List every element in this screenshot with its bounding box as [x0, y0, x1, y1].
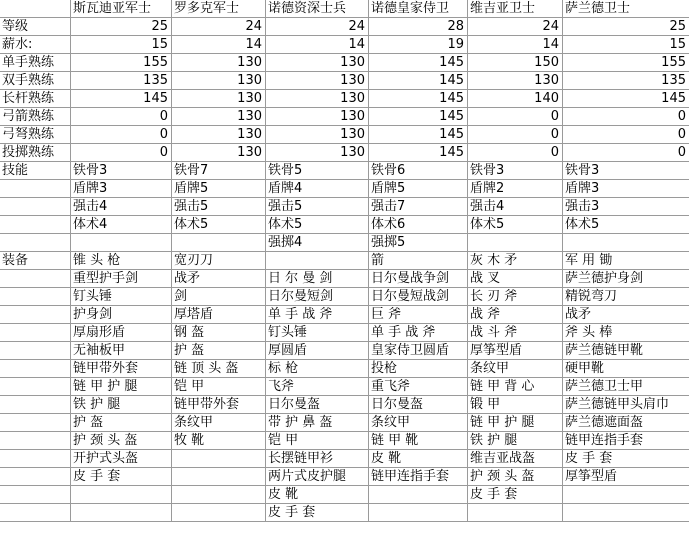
equipment-cell[interactable]: 战 斗 斧 [468, 324, 563, 341]
equipment-cell[interactable]: 长摆链甲衫 [266, 450, 369, 467]
stat-label[interactable]: 长杆熟练 [0, 90, 71, 107]
stat-value[interactable]: 145 [369, 108, 468, 125]
equipment-cell[interactable]: 战 叉 [468, 270, 563, 287]
stat-value[interactable]: 0 [71, 126, 172, 143]
stat-value[interactable]: 130 [172, 54, 266, 71]
skill-cell[interactable]: 体术6 [369, 216, 468, 233]
equipment-cell[interactable]: 厚圆盾 [266, 342, 369, 359]
equipment-cell[interactable]: 钉头锤 [266, 324, 369, 341]
equipment-cell[interactable]: 链甲连指手套 [369, 468, 468, 485]
equipment-cell[interactable]: 链甲带外套 [71, 360, 172, 377]
stat-value[interactable]: 145 [369, 144, 468, 161]
equipment-cell[interactable]: 皮 手 套 [565, 451, 613, 466]
stat-value[interactable]: 130 [266, 90, 369, 107]
skill-row [0, 180, 689, 198]
equipment-cell[interactable]: 战矛 [565, 307, 592, 322]
equipment-cell[interactable]: 标 枪 [266, 360, 369, 377]
empty-cell[interactable] [0, 324, 71, 341]
stat-value[interactable]: 15 [71, 36, 172, 53]
stat-label[interactable]: 弓弩熟练 [0, 126, 71, 143]
equipment-cell[interactable]: 重飞斧 [369, 378, 468, 395]
skill-cell[interactable]: 强击4 [468, 198, 563, 215]
equipment-row [0, 342, 689, 360]
skill-cell[interactable] [172, 234, 266, 251]
stat-value[interactable]: 155 [71, 54, 172, 71]
equipment-cell[interactable]: 链 顶 头 盔 [172, 360, 266, 377]
equipment-cell[interactable]: 皮 手 套 [468, 486, 563, 503]
equipment-cell[interactable] [71, 486, 172, 503]
equipment-cell[interactable]: 战 斧 [468, 306, 563, 323]
stat-value[interactable]: 145 [661, 91, 686, 106]
skill-cell[interactable]: 体术5 [172, 216, 266, 233]
equipment-row [0, 378, 689, 396]
equipment-cell[interactable]: 灰 木 矛 [468, 252, 563, 269]
stat-value[interactable]: 145 [369, 54, 468, 71]
skill-cell[interactable]: 强掷4 [266, 234, 369, 251]
stat-value[interactable]: 130 [266, 144, 369, 161]
stat-value[interactable]: 0 [468, 126, 563, 143]
skill-cell[interactable]: 铁骨7 [172, 162, 266, 179]
equipment-cell[interactable]: 护 盔 [71, 414, 172, 431]
equipment-cell[interactable]: 链 甲 靴 [369, 432, 468, 449]
stat-value[interactable]: 14 [468, 36, 563, 53]
equipment-row [0, 504, 689, 522]
equipment-cell[interactable]: 皇家侍卫圆盾 [369, 342, 468, 359]
equipment-cell[interactable]: 单 手 战 斧 [369, 324, 468, 341]
equipment-cell[interactable]: 厚筝型盾 [468, 342, 563, 359]
stat-value[interactable]: 0 [468, 144, 563, 161]
equipment-cell[interactable]: 飞斧 [266, 378, 369, 395]
skill-cell[interactable]: 强击7 [369, 198, 468, 215]
equipment-label[interactable]: 装备 [0, 252, 71, 269]
empty-cell[interactable] [0, 342, 71, 359]
empty-cell[interactable] [0, 468, 71, 485]
stat-value[interactable]: 155 [661, 55, 686, 70]
stat-value[interactable]: 0 [677, 145, 686, 160]
equipment-cell[interactable] [266, 252, 369, 269]
stat-row [0, 144, 689, 162]
skill-cell[interactable]: 盾牌4 [266, 180, 369, 197]
stat-value[interactable]: 0 [71, 144, 172, 161]
header-cell[interactable]: 诺德资深士兵 [266, 0, 369, 17]
empty-cell[interactable] [0, 504, 71, 521]
equipment-cell[interactable]: 斧 头 棒 [565, 325, 613, 340]
empty-cell[interactable] [0, 180, 71, 197]
skill-cell[interactable]: 铁骨3 [71, 162, 172, 179]
stat-label[interactable]: 等级 [0, 18, 71, 35]
equipment-cell[interactable]: 条纹甲 [172, 414, 266, 431]
equipment-cell[interactable]: 军 用 锄 [565, 253, 613, 268]
skill-cell[interactable]: 强击3 [565, 199, 600, 214]
stat-label[interactable]: 弓箭熟练 [0, 108, 71, 125]
stat-value[interactable]: 145 [369, 126, 468, 143]
empty-cell[interactable] [0, 432, 71, 449]
equipment-cell[interactable]: 单 手 战 斧 [266, 306, 369, 323]
equipment-cell[interactable]: 箭 [369, 252, 468, 269]
stat-value[interactable]: 150 [468, 54, 563, 71]
equipment-cell[interactable]: 铁 护 腿 [71, 396, 172, 413]
stat-value[interactable]: 24 [266, 18, 369, 35]
skill-cell[interactable]: 强掷5 [369, 234, 468, 251]
skills-label[interactable]: 技能 [0, 162, 71, 179]
equipment-cell[interactable]: 萨兰德护身剑 [565, 271, 644, 286]
equipment-row [0, 288, 689, 306]
stat-value[interactable]: 130 [172, 72, 266, 89]
empty-cell[interactable] [0, 450, 71, 467]
equipment-cell[interactable] [369, 504, 468, 521]
equipment-row [0, 486, 689, 504]
stat-value[interactable]: 0 [71, 108, 172, 125]
empty-cell[interactable] [0, 270, 71, 287]
stat-value[interactable]: 15 [669, 37, 686, 52]
equipment-cell[interactable]: 钢 盔 [172, 324, 266, 341]
empty-cell[interactable] [0, 486, 71, 503]
equipment-cell[interactable]: 链 甲 护 腿 [71, 378, 172, 395]
equipment-cell[interactable]: 铠 甲 [172, 378, 266, 395]
stat-value[interactable]: 130 [266, 126, 369, 143]
stat-value[interactable]: 25 [669, 19, 686, 34]
equipment-cell[interactable]: 两片式皮护腿 [266, 468, 369, 485]
stat-value[interactable]: 0 [677, 127, 686, 142]
equipment-cell[interactable] [563, 486, 689, 503]
stat-value[interactable]: 130 [172, 90, 266, 107]
equipment-row [0, 450, 689, 468]
equipment-cell[interactable]: 牧 靴 [172, 432, 266, 449]
equipment-cell[interactable]: 日尔曼战争剑 [369, 270, 468, 287]
equipment-cell[interactable]: 链甲带外套 [172, 396, 266, 413]
equipment-row [0, 414, 689, 432]
equipment-cell[interactable]: 铁 护 腿 [468, 432, 563, 449]
equipment-cell[interactable]: 皮 手 套 [266, 504, 369, 521]
stat-value[interactable]: 145 [369, 72, 468, 89]
stat-value[interactable]: 0 [468, 108, 563, 125]
stat-value[interactable]: 24 [172, 18, 266, 35]
equipment-row [0, 306, 689, 324]
stat-row [0, 36, 689, 54]
header-row [0, 0, 689, 18]
equipment-cell[interactable]: 萨兰德遮面盔 [565, 415, 644, 430]
skill-cell[interactable] [468, 234, 563, 251]
stat-row [0, 54, 689, 72]
equipment-cell[interactable]: 条纹甲 [369, 414, 468, 431]
stat-value[interactable]: 130 [172, 126, 266, 143]
stat-value[interactable]: 14 [266, 36, 369, 53]
equipment-cell[interactable]: 维吉亚战盔 [468, 450, 563, 467]
equipment-cell[interactable] [172, 504, 266, 521]
equipment-row [0, 324, 689, 342]
skill-row [0, 162, 689, 180]
equipment-cell[interactable]: 无袖板甲 [71, 342, 172, 359]
equipment-cell[interactable]: 开护式头盔 [71, 450, 172, 467]
header-cell[interactable]: 维吉亚卫士 [468, 0, 563, 17]
stat-value[interactable]: 140 [468, 90, 563, 107]
equipment-cell[interactable]: 巨 斧 [369, 306, 468, 323]
stat-label[interactable]: 薪水: [0, 36, 71, 53]
equipment-cell[interactable]: 护 颈 头 盔 [71, 432, 172, 449]
empty-cell[interactable] [0, 396, 71, 413]
skill-cell[interactable]: 铁骨3 [565, 163, 600, 178]
stat-row [0, 126, 689, 144]
equipment-cell[interactable]: 链 甲 护 腿 [468, 414, 563, 431]
skill-cell[interactable]: 体术4 [71, 216, 172, 233]
stat-value[interactable]: 24 [468, 18, 563, 35]
equipment-cell[interactable]: 钉头锤 [71, 288, 172, 305]
stat-row [0, 72, 689, 90]
equipment-cell[interactable]: 硬甲靴 [565, 361, 605, 376]
equipment-cell[interactable]: 剑 [172, 288, 266, 305]
skill-cell[interactable]: 铁骨6 [369, 162, 468, 179]
header-cell[interactable]: 诺德皇家侍卫 [369, 0, 468, 17]
stat-value[interactable]: 25 [71, 18, 172, 35]
equipment-cell[interactable]: 投枪 [369, 360, 468, 377]
equipment-cell[interactable]: 重型护手剑 [71, 270, 172, 287]
skill-cell[interactable]: 强击4 [71, 198, 172, 215]
skill-row [0, 216, 689, 234]
stat-row [0, 108, 689, 126]
equipment-cell[interactable] [172, 486, 266, 503]
empty-cell[interactable] [0, 414, 71, 431]
skill-cell[interactable] [563, 234, 689, 251]
stat-value[interactable]: 130 [172, 108, 266, 125]
skill-cell[interactable]: 盾牌3 [565, 181, 600, 196]
equipment-cell[interactable] [369, 486, 468, 503]
empty-cell[interactable] [0, 234, 71, 251]
empty-cell[interactable] [0, 198, 71, 215]
skill-cell[interactable]: 强击5 [172, 198, 266, 215]
stat-value[interactable]: 19 [369, 36, 468, 53]
skill-cell[interactable]: 铁骨3 [468, 162, 563, 179]
equipment-cell[interactable]: 战矛 [172, 270, 266, 287]
equipment-cell[interactable]: 锻 甲 [468, 396, 563, 413]
stat-value[interactable]: 28 [369, 18, 468, 35]
equipment-cell[interactable] [172, 450, 266, 467]
equipment-cell[interactable]: 皮 靴 [369, 450, 468, 467]
skill-cell[interactable] [71, 234, 172, 251]
equipment-cell[interactable]: 厚筝型盾 [565, 469, 618, 484]
empty-cell[interactable] [0, 216, 71, 233]
skill-cell[interactable]: 铁骨5 [266, 162, 369, 179]
empty-cell[interactable] [0, 378, 71, 395]
equipment-cell[interactable]: 皮 靴 [266, 486, 369, 503]
header-cell[interactable]: 萨兰德卫士 [565, 1, 631, 16]
stat-label[interactable]: 投掷熟练 [0, 144, 71, 161]
skill-cell[interactable]: 强击5 [266, 198, 369, 215]
equipment-cell[interactable]: 护身剑 [71, 306, 172, 323]
equipment-cell[interactable]: 护 颈 头 盔 [468, 468, 563, 485]
equipment-cell[interactable]: 日 尔 曼 剑 [266, 270, 369, 287]
stat-row [0, 90, 689, 108]
skill-cell[interactable]: 盾牌5 [172, 180, 266, 197]
stat-value[interactable]: 135 [71, 72, 172, 89]
equipment-cell[interactable]: 链 甲 背 心 [468, 378, 563, 395]
empty-cell[interactable] [0, 288, 71, 305]
equipment-cell[interactable]: 日尔曼盔 [369, 396, 468, 413]
stat-value[interactable]: 130 [172, 144, 266, 161]
stat-value[interactable]: 0 [677, 109, 686, 124]
corner-cell[interactable] [0, 0, 71, 17]
equipment-cell[interactable]: 铠 甲 [266, 432, 369, 449]
skill-cell[interactable]: 盾牌3 [71, 180, 172, 197]
skill-cell[interactable]: 体术5 [266, 216, 369, 233]
stat-label[interactable]: 单手熟练 [0, 54, 71, 71]
equipment-cell[interactable] [563, 504, 689, 521]
header-cell[interactable]: 斯瓦迪亚军士 [71, 0, 172, 17]
stat-value[interactable]: 130 [266, 108, 369, 125]
equipment-cell[interactable]: 日尔曼短剑 [266, 288, 369, 305]
stat-value[interactable]: 130 [266, 72, 369, 89]
equipment-cell[interactable]: 长 刃 斧 [468, 288, 563, 305]
stat-value[interactable]: 14 [172, 36, 266, 53]
skill-cell[interactable]: 体术5 [468, 216, 563, 233]
equipment-cell[interactable]: 精锐弯刀 [565, 289, 618, 304]
stat-label[interactable]: 双手熟练 [0, 72, 71, 89]
empty-cell[interactable] [0, 360, 71, 377]
equipment-cell[interactable] [468, 504, 563, 521]
equipment-cell[interactable]: 条纹甲 [468, 360, 563, 377]
skill-row [0, 234, 689, 252]
equipment-row [0, 252, 689, 270]
empty-cell[interactable] [0, 306, 71, 323]
header-cell[interactable]: 罗多克军士 [172, 0, 266, 17]
equipment-cell[interactable] [172, 468, 266, 485]
equipment-row [0, 432, 689, 450]
equipment-cell[interactable]: 厚塔盾 [172, 306, 266, 323]
equipment-cell[interactable]: 护 盔 [172, 342, 266, 359]
equipment-row [0, 468, 689, 486]
stat-value[interactable]: 130 [266, 54, 369, 71]
equipment-row [0, 396, 689, 414]
stat-value[interactable]: 145 [71, 90, 172, 107]
equipment-cell[interactable]: 链甲连指手套 [565, 433, 644, 448]
equipment-cell[interactable]: 锥 头 枪 [71, 252, 172, 269]
skill-cell[interactable]: 体术5 [565, 217, 600, 232]
equipment-cell[interactable]: 萨兰德链甲靴 [565, 343, 644, 358]
equipment-cell[interactable]: 日尔曼短战剑 [369, 288, 468, 305]
equipment-cell[interactable]: 萨兰德链甲头肩巾 [565, 397, 670, 412]
stat-value[interactable]: 145 [369, 90, 468, 107]
equipment-cell[interactable]: 萨兰德卫士甲 [565, 379, 644, 394]
stat-row [0, 18, 689, 36]
equipment-row [0, 270, 689, 288]
equipment-cell[interactable]: 皮 手 套 [71, 468, 172, 485]
equipment-cell[interactable]: 宽刃刀 [172, 252, 266, 269]
equipment-cell[interactable] [71, 504, 172, 521]
skill-row [0, 198, 689, 216]
equipment-cell[interactable]: 日尔曼盔 [266, 396, 369, 413]
equipment-row [0, 360, 689, 378]
skill-cell[interactable]: 盾牌5 [369, 180, 468, 197]
stat-value[interactable]: 135 [661, 73, 686, 88]
skill-cell[interactable]: 盾牌2 [468, 180, 563, 197]
equipment-cell[interactable]: 带 护 鼻 盔 [266, 414, 369, 431]
stat-value[interactable]: 130 [468, 72, 563, 89]
equipment-cell[interactable]: 厚扇形盾 [71, 324, 172, 341]
